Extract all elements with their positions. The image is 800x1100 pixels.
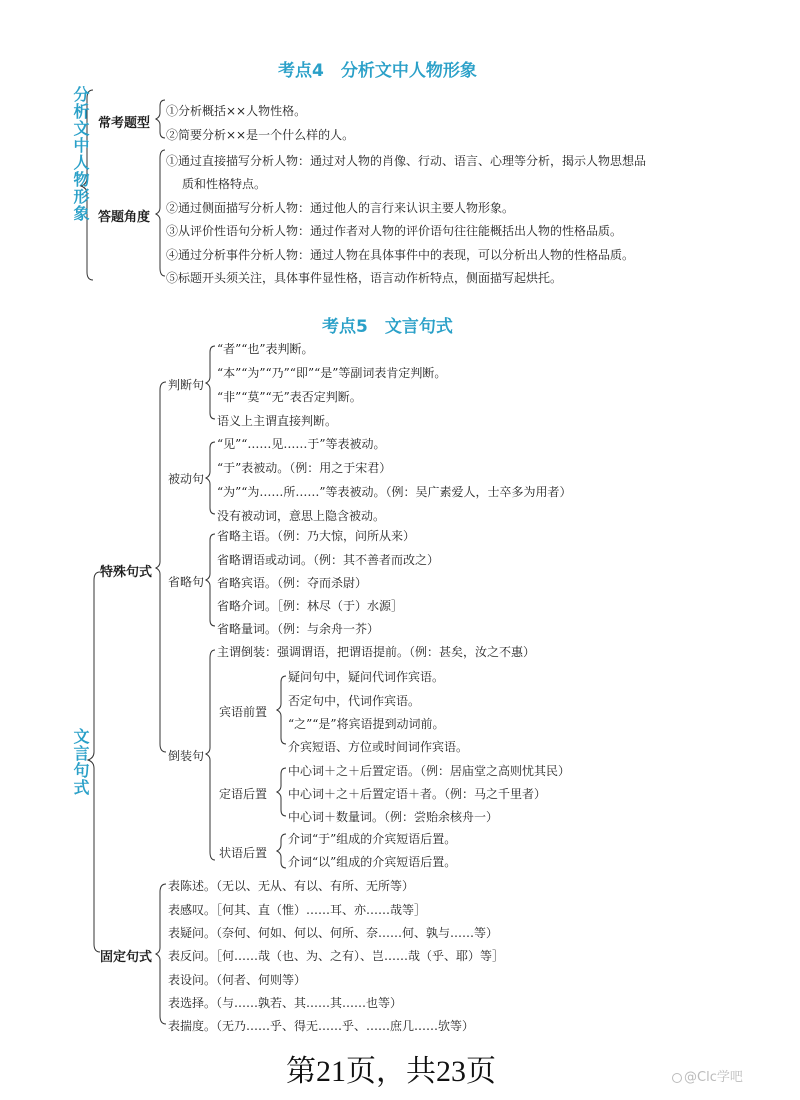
omission-label: 省略句 <box>168 575 205 589</box>
attr-post-item-1: 中心词＋之＋后置定语。（例：居庙堂之高则忧其民） <box>288 764 571 778</box>
brace-judgment <box>206 346 215 419</box>
brace-common <box>156 100 165 138</box>
section4-heading: 考点4 分析文中人物形象 <box>278 61 477 81</box>
section5-heading: 考点5 文言句式 <box>322 317 453 337</box>
brace-passive <box>206 442 215 514</box>
brace-angle <box>156 150 165 276</box>
omission-item-4: 省略介词。［例：林尽（于）水源］ <box>217 599 404 613</box>
judgment-label: 判断句 <box>168 378 205 392</box>
adv-post-item-1: 介词“于”组成的介宾短语后置。 <box>288 832 457 846</box>
watermark-logo-icon <box>672 1073 682 1083</box>
fixed-item-2: 表感叹。［何其、直（惟）……耳、亦……哉等］ <box>168 903 427 917</box>
watermark-text: @Clc学吧 <box>684 1070 743 1085</box>
adv-post-label: 状语后置 <box>219 846 268 860</box>
judgment-item-3: “非”“莫”“无”表否定判断。 <box>217 390 362 404</box>
inverted-label: 倒装句 <box>168 749 205 763</box>
judgment-item-1: “者”“也”表判断。 <box>217 342 314 356</box>
attr-post-item-3: 中心词＋数量词。（例：尝贻余核舟一） <box>288 810 499 824</box>
fixed-item-7: 表揣度。（无乃……乎、得无……乎、……庶几……欤等） <box>168 1019 475 1033</box>
passive-item-3: “为”“为……所……”等表被动。（例：吴广素爱人，士卒多为用者） <box>217 485 572 499</box>
object-front-item-4: 介宾短语、方位或时间词作宾语。 <box>288 740 469 754</box>
angle-item-5: ⑤标题开头须关注，具体事件显性格，语言动作析特点，侧面描写起烘托。 <box>166 271 563 285</box>
object-front-item-3: “之”“是”将宾语提到动词前。 <box>288 717 445 731</box>
attr-post-label: 定语后置 <box>219 787 268 801</box>
object-front-label: 宾语前置 <box>219 705 268 719</box>
fixed-item-5: 表设问。（何者、何则等） <box>168 973 307 987</box>
judgment-item-2: “本”“为”“乃”“即”“是”等副词表肯定判断。 <box>217 366 447 380</box>
object-front-item-2: 否定句中，代词作宾语。 <box>288 694 421 708</box>
section5-side-title: 文言句式 <box>71 728 90 796</box>
fixed-item-4: 表反问。［何……哉（也、为、之有）、岂……哉（乎、耶）等］ <box>168 949 505 963</box>
omission-item-5: 省略量词。（例：与余舟一芥） <box>217 622 380 636</box>
attr-post-item-2: 中心词＋之＋后置定语＋者。（例：马之千里者） <box>288 787 547 801</box>
angle-item-1: ①通过直接描写分析人物：通过对人物的肖像、行动、语言、心理等分析，揭示人物思想品 <box>166 154 647 168</box>
judgment-item-4: 语义上主谓直接判断。 <box>217 414 338 428</box>
omission-item-2: 省略谓语或动词。（例：其不善者而改之） <box>217 553 440 567</box>
brace-adv-post <box>277 834 286 868</box>
brace-attr-post <box>277 768 286 816</box>
special-sentence-label: 特殊句式 <box>100 565 153 580</box>
watermark <box>672 1066 743 1085</box>
angle-item-4: ④通过分析事件分析人物：通过人物在具体事件中的表现，可以分析出人物的性格品质。 <box>166 248 635 262</box>
page-number: 第21页，共23页 <box>286 1055 496 1088</box>
brace-fixed <box>156 884 166 1024</box>
brace-omission <box>206 534 215 626</box>
subject-predicate-inversion: 主谓倒装：强调谓语，把谓语提前。（例：甚矣，汝之不惠） <box>217 645 536 659</box>
answer-angle-label: 答题角度 <box>98 210 151 225</box>
passive-item-2: “于”表被动。（例：用之于宋君） <box>217 461 392 475</box>
omission-item-3: 省略宾语。（例：夺而杀尉） <box>217 576 368 590</box>
common-item-1: ①分析概括××人物性格。 <box>166 104 307 118</box>
common-question-label: 常考题型 <box>98 116 151 131</box>
object-front-item-1: 疑问句中，疑问代词作宾语。 <box>288 670 445 684</box>
fixed-item-6: 表选择。（与……孰若、其……其……也等） <box>168 996 403 1010</box>
brace-special <box>156 382 166 752</box>
brace-inverted <box>206 650 215 860</box>
passive-item-4: 没有被动词，意思上隐含被动。 <box>217 509 386 523</box>
omission-item-1: 省略主语。（例：乃大惊，问所从来） <box>217 529 416 543</box>
adv-post-item-2: 介词“以”组成的介宾短语后置。 <box>288 855 457 869</box>
passive-label: 被动句 <box>168 472 205 486</box>
section4-side-title: 分析文中人物形象 <box>71 86 90 222</box>
brace-object-front <box>277 676 286 744</box>
fixed-item-1: 表陈述。（无以、无从、有以、有所、无所等） <box>168 879 415 893</box>
fixed-item-3: 表疑问。（奈何、何如、何以、何所、奈……何、孰与……等） <box>168 926 499 940</box>
angle-item-2: ②通过侧面描写分析人物：通过他人的言行来认识主要人物形象。 <box>166 201 515 215</box>
angle-item-1-cont: 质和性格特点。 <box>182 177 267 191</box>
fixed-sentence-label: 固定句式 <box>100 950 153 965</box>
common-item-2: ②简要分析××是一个什么样的人。 <box>166 128 355 142</box>
angle-item-3: ③从评价性语句分析人物：通过作者对人物的评价语句往往能概括出人物的性格品质。 <box>166 224 623 238</box>
passive-item-1: “见”“……见……于”等表被动。 <box>217 437 386 451</box>
